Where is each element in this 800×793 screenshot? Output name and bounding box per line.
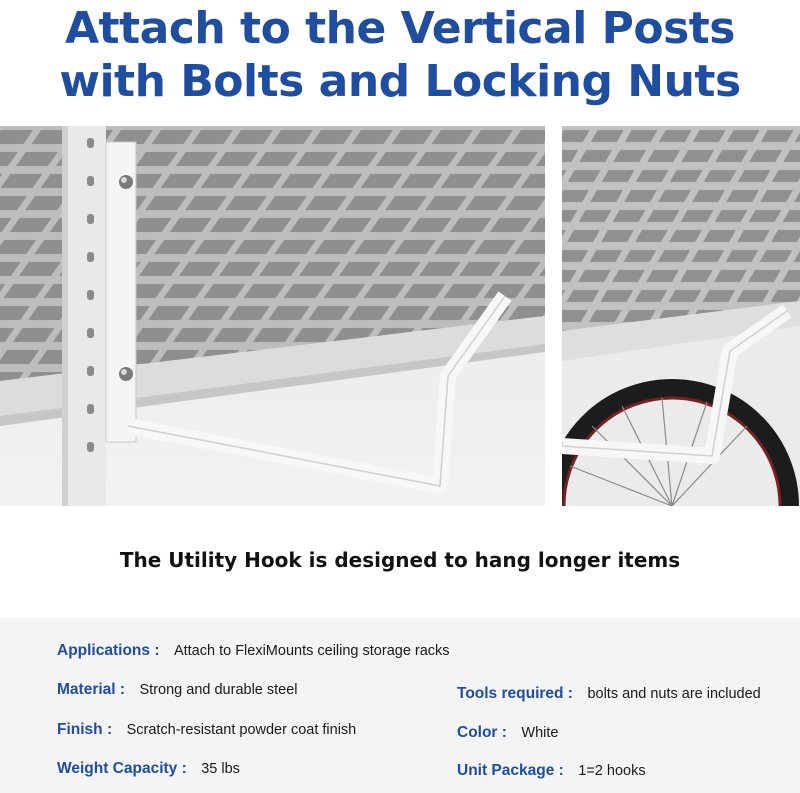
- spec-applications-label: Applications :: [57, 642, 160, 659]
- spec-tools-value: bolts and nuts are included: [587, 686, 761, 702]
- spec-weight-capacity-value: 35 lbs: [201, 761, 240, 777]
- hook-with-bicycle-illustration: [562, 126, 800, 506]
- spec-tools: [457, 685, 761, 703]
- spec-unit-package-value: 1=2 hooks: [578, 763, 646, 779]
- spec-color-value: White: [521, 725, 559, 741]
- page-title: [0, 2, 800, 108]
- spec-finish-label: Finish :: [57, 721, 113, 738]
- spec-unit-package: [457, 762, 646, 780]
- spec-applications-value: Attach to FlexiMounts ceiling storage racks: [173, 643, 450, 659]
- spec-color-label: Color :: [457, 724, 507, 741]
- spec-finish: [57, 721, 356, 739]
- product-caption: The Utility Hook is designed to hang longer items: [119, 548, 681, 572]
- spec-material: [57, 681, 298, 699]
- title-line-1: Attach to the Vertical Posts: [65, 3, 735, 54]
- spec-material-value: Strong and durable steel: [139, 682, 298, 698]
- spec-color: [457, 724, 558, 742]
- spec-tools-label: Tools required :: [457, 685, 573, 702]
- hook-with-bicycle-photo: [562, 126, 800, 506]
- spec-material-label: Material :: [57, 681, 126, 698]
- title-line-2: with Bolts and Locking Nuts: [59, 56, 741, 107]
- hook-on-post-illustration: [0, 126, 545, 506]
- spec-weight-capacity-label: Weight Capacity :: [57, 760, 187, 777]
- spec-weight-capacity: [57, 760, 240, 778]
- spec-applications: [57, 642, 450, 660]
- spec-finish-value: Scratch-resistant powder coat finish: [126, 722, 357, 738]
- specifications-panel: [0, 618, 800, 793]
- spec-unit-package-label: Unit Package :: [457, 762, 564, 779]
- hook-on-post-photo: [0, 126, 545, 506]
